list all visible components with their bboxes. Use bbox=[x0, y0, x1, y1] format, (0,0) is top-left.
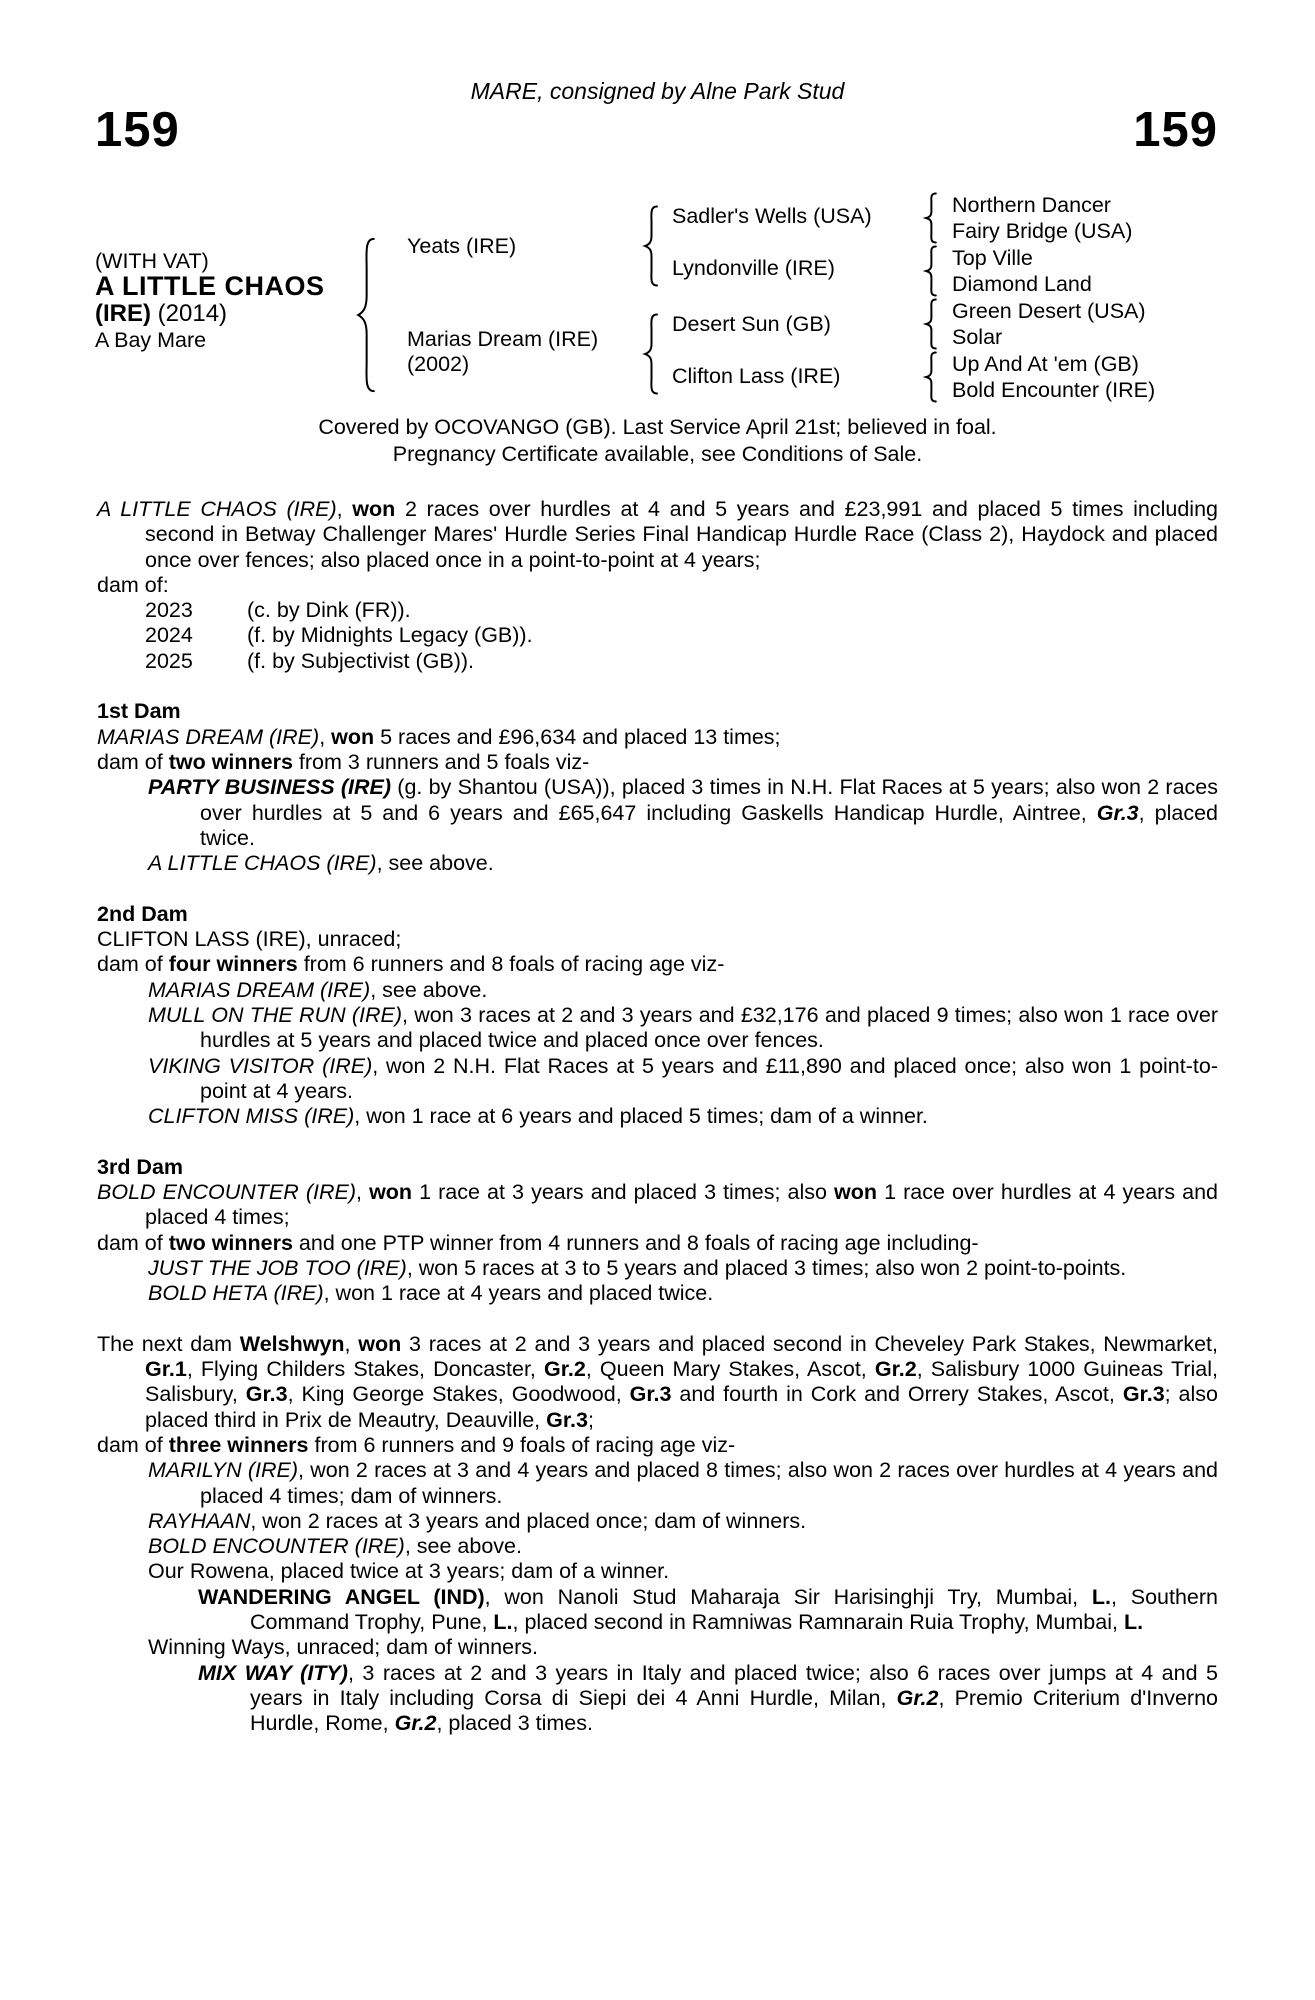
text-run: 2 races over hurdles at 4 and 5 years and £23,991 and placed 5 times including second in Betway Challenger Mares' Hurdle Series Final Handicap Hurdle Race (Class 2), Haydock and placed once over fences; also placed once in a point-to-point at 4 years; bbox=[145, 497, 1218, 572]
text-run: Gr.2 bbox=[874, 1357, 917, 1382]
produce-year: 2025 bbox=[145, 648, 193, 673]
text-run: , won 1 race at 4 years and placed twice. bbox=[323, 1281, 714, 1306]
text-run: 5 races and £96,634 and placed 13 times; bbox=[374, 724, 781, 749]
text-run: (g. by Shantou (USA)), placed 3 times in N.H. Flat Races at 5 years; also won 2 races over hurdles at 5 and 6 years and £65,647 including Gaskells Handicap Hurdle, Aintree, bbox=[200, 775, 1219, 825]
text-run: L. bbox=[1091, 1584, 1112, 1609]
text-run: dam of bbox=[97, 1230, 169, 1255]
text-run: won bbox=[352, 497, 396, 521]
pedigree-brace-gen3-4 bbox=[923, 351, 939, 403]
pedigree-text-paragraph bbox=[97, 1256, 1218, 1281]
text-run: from 6 runners and 9 foals of racing age viz- bbox=[308, 1432, 736, 1457]
text-run: four winners bbox=[168, 952, 298, 977]
pedigree-text-paragraph bbox=[97, 775, 1218, 851]
dam-section-heading bbox=[97, 1155, 1218, 1180]
pedigree-gen3-name: Green Desert (USA) bbox=[952, 299, 1146, 323]
text-run: Gr.1 bbox=[145, 1357, 187, 1382]
text-run: ; bbox=[587, 1407, 594, 1432]
text-run: Gr.3 bbox=[546, 1407, 588, 1432]
text-run: , bbox=[344, 1331, 359, 1356]
text-run: Gr.3 bbox=[1096, 800, 1139, 825]
pedigree-text-paragraph bbox=[97, 1180, 1218, 1231]
text-run: won bbox=[834, 1180, 878, 1205]
pedigree-text-paragraph bbox=[97, 1559, 1218, 1584]
text-run: from 3 runners and 5 foals viz- bbox=[292, 749, 590, 774]
text-run: dam of bbox=[97, 952, 169, 977]
pedigree-gen3-name: Up And At 'em (GB) bbox=[952, 352, 1139, 376]
text-run: Gr.3 bbox=[245, 1382, 288, 1407]
text-run: , see above. bbox=[376, 851, 494, 876]
text-run: MARIAS DREAM (IRE) bbox=[97, 724, 320, 749]
text-run: MARILYN (IRE) bbox=[148, 1458, 298, 1483]
text-run: from 6 runners and 8 foals of racing age viz- bbox=[297, 952, 725, 977]
pedigree-brace-gen3-3 bbox=[923, 298, 939, 350]
spacer bbox=[97, 674, 1218, 699]
pedigree-gen3-name: Fairy Bridge (USA) bbox=[952, 219, 1133, 243]
text-run: CLIFTON MISS (IRE) bbox=[148, 1104, 355, 1129]
text-run: Gr.3 bbox=[629, 1382, 672, 1407]
pedigree-text-paragraph bbox=[97, 1458, 1218, 1509]
text-run: won bbox=[369, 1180, 413, 1205]
text-run: A LITTLE CHAOS (IRE) bbox=[97, 497, 337, 521]
pedigree-dam-name: Marias Dream (IRE) bbox=[407, 327, 599, 351]
text-run: WANDERING ANGEL (IND) bbox=[198, 1584, 485, 1609]
text-run: , won Nanoli Stud Maharaja Sir Harisinghji Try, Mumbai, bbox=[484, 1584, 1092, 1609]
text-run: two winners bbox=[168, 749, 293, 774]
produce-record-row bbox=[97, 598, 1218, 623]
pedigree-gen3-name: Diamond Land bbox=[952, 272, 1092, 296]
text-run: , King George Stakes, Goodwood, bbox=[287, 1382, 630, 1407]
lot-number-right: 159 bbox=[1133, 103, 1218, 157]
pedigree-text-paragraph bbox=[97, 952, 1218, 977]
pedigree-text-paragraph bbox=[97, 1003, 1218, 1054]
pedigree-text-paragraph bbox=[97, 497, 1218, 573]
pedigree-text-paragraph bbox=[97, 978, 1218, 1003]
body-content bbox=[97, 497, 1218, 1737]
pedigree-text-paragraph bbox=[97, 1054, 1218, 1105]
text-run: , 3 races at 2 and 3 years in Italy and placed twice; also 6 races over jumps at 4 and 5 years in Italy including Corsa di Siepi dei 4 Anni Hurdle, Milan, bbox=[250, 1660, 1218, 1710]
produce-record-row bbox=[97, 649, 1218, 674]
produce-text: (f. by Midnights Legacy (GB)). bbox=[247, 623, 533, 648]
text-run: dam of bbox=[97, 749, 169, 774]
text-run: A LITTLE CHAOS (IRE) bbox=[148, 851, 377, 876]
text-run: won bbox=[358, 1331, 402, 1356]
text-run: Welshwyn bbox=[239, 1331, 345, 1356]
text-run: , bbox=[319, 724, 332, 749]
text-run: The next dam bbox=[97, 1331, 240, 1356]
covering-line-1: Covered by OCOVANGO (GB). Last Service April 21st; believed in foal. bbox=[318, 415, 997, 439]
subject-suffix-year bbox=[95, 300, 227, 328]
text-run: VIKING VISITOR (IRE) bbox=[148, 1053, 373, 1078]
pedigree-gen2-name: Lyndonville (IRE) bbox=[672, 256, 835, 280]
text-run: , bbox=[336, 497, 353, 521]
spacer bbox=[97, 1307, 1218, 1332]
pedigree-text-paragraph bbox=[97, 725, 1218, 750]
text-run: 3 races at 2 and 3 years and placed second in Cheveley Park Stakes, Newmarket, bbox=[401, 1331, 1218, 1356]
text-run: , Queen Mary Stakes, Ascot, bbox=[585, 1357, 875, 1382]
pedigree-text-paragraph bbox=[97, 1635, 1218, 1660]
consignment-header: MARE, consigned by Alne Park Stud bbox=[470, 78, 845, 104]
pedigree-text-paragraph bbox=[97, 851, 1218, 876]
text-run: and fourth in Cork and Orrery Stakes, Ascot, bbox=[671, 1382, 1123, 1407]
spacer bbox=[97, 1129, 1218, 1154]
pedigree-gen3-name: Northern Dancer bbox=[952, 193, 1111, 217]
pedigree-brace-main bbox=[353, 234, 379, 396]
text-run: , bbox=[356, 1180, 370, 1205]
pedigree-gen2-name: Desert Sun (GB) bbox=[672, 312, 831, 336]
covering-line-2: Pregnancy Certificate available, see Conditions of Sale. bbox=[392, 442, 923, 466]
text-run: L. bbox=[1123, 1610, 1144, 1635]
text-run: Winning Ways, unraced; dam of winners. bbox=[148, 1635, 538, 1660]
pedigree-text-paragraph bbox=[97, 1585, 1218, 1636]
subject-name: A LITTLE CHAOS bbox=[95, 271, 325, 301]
pedigree-text-paragraph bbox=[97, 573, 1218, 598]
pedigree-text-paragraph bbox=[97, 1661, 1218, 1737]
text-run: Gr.2 bbox=[896, 1685, 939, 1710]
text-run: , Southern Command Trophy, Pune, bbox=[250, 1584, 1218, 1635]
text-run: , placed twice. bbox=[200, 800, 1218, 850]
spacer bbox=[97, 876, 1218, 901]
pedigree-text-paragraph bbox=[97, 1332, 1218, 1433]
dam-section-heading bbox=[97, 699, 1218, 724]
pedigree-gen3-name: Solar bbox=[952, 325, 1003, 349]
text-run: , Premio Criterium d'Inverno Hurdle, Rome, bbox=[250, 1685, 1218, 1736]
produce-text: (f. by Subjectivist (GB)). bbox=[247, 648, 474, 673]
text-run: Gr.3 bbox=[1122, 1382, 1165, 1407]
pedigree-text-paragraph bbox=[97, 1231, 1218, 1256]
pedigree-sire-name: Yeats (IRE) bbox=[407, 234, 517, 258]
produce-year: 2023 bbox=[145, 598, 193, 623]
text-run: JUST THE JOB TOO (IRE) bbox=[148, 1255, 407, 1280]
covering-statement bbox=[0, 414, 1315, 468]
text-run: BOLD HETA (IRE) bbox=[148, 1281, 324, 1306]
text-run: , placed second in Ramniwas Ramnarain Ruia Trophy, Mumbai, bbox=[512, 1610, 1124, 1635]
text-run: , Salisbury 1000 Guineas Trial, Salisbury, bbox=[145, 1357, 1218, 1407]
pedigree-text-paragraph bbox=[97, 1281, 1218, 1306]
pedigree-text-paragraph bbox=[97, 1534, 1218, 1559]
text-run: 2nd Dam bbox=[97, 901, 188, 926]
text-run: , won 2 races at 3 years and placed once; dam of winners. bbox=[250, 1508, 807, 1533]
text-run: , see above. bbox=[404, 1534, 522, 1559]
text-run: won bbox=[331, 724, 375, 749]
text-run: RAYHAAN bbox=[148, 1508, 251, 1533]
text-run: MULL ON THE RUN (IRE) bbox=[148, 1002, 403, 1027]
pedigree-gen3-name: Top Ville bbox=[952, 246, 1033, 270]
pedigree-brace-sire bbox=[641, 204, 661, 288]
pedigree-text-paragraph bbox=[97, 750, 1218, 775]
text-run: dam of bbox=[97, 1432, 169, 1457]
produce-text: (c. by Dink (FR)). bbox=[247, 598, 411, 623]
text-run: , won 2 N.H. Flat Races at 5 years and £11,890 and placed once; also won 1 point-to-point at 4 years. bbox=[200, 1053, 1218, 1103]
produce-record-row bbox=[97, 623, 1218, 648]
text-run: 1 race over hurdles at 4 years and placed 4 times; bbox=[145, 1180, 1219, 1230]
pedigree-brace-dam bbox=[641, 312, 661, 396]
text-run: dam of: bbox=[97, 572, 169, 597]
pedigree-text-paragraph bbox=[97, 927, 1218, 952]
text-run: , Flying Childers Stakes, Doncaster, bbox=[186, 1357, 544, 1382]
pedigree-text-paragraph bbox=[97, 1509, 1218, 1534]
pedigree-gen2-name: Clifton Lass (IRE) bbox=[672, 364, 841, 388]
text-run: , won 5 races at 3 to 5 years and placed 3 times; also won 2 point-to-points. bbox=[406, 1255, 1127, 1280]
vat-note: (WITH VAT) bbox=[95, 249, 209, 273]
pedigree-text-paragraph bbox=[97, 1104, 1218, 1129]
text-run: L. bbox=[493, 1610, 513, 1635]
text-run: , won 2 races at 3 and 4 years and placed 8 times; also won 2 races over hurdles at 4 years and placed 4 times; dam of winners. bbox=[200, 1458, 1219, 1508]
subject-color-sex: A Bay Mare bbox=[95, 328, 207, 352]
text-run: , see above. bbox=[370, 977, 488, 1002]
subject-suffix: (IRE) bbox=[95, 300, 151, 327]
subject-foaled: (2014) bbox=[151, 300, 228, 327]
text-run: Gr.2 bbox=[543, 1357, 586, 1382]
pedigree-brace-gen3-1 bbox=[923, 192, 939, 244]
text-run: , won 1 race at 6 years and placed 5 times; dam of a winner. bbox=[354, 1104, 928, 1129]
text-run: Gr.2 bbox=[394, 1711, 437, 1736]
text-run: PARTY BUSINESS (IRE) bbox=[148, 775, 392, 800]
text-run: and one PTP winner from 4 runners and 8 foals of racing age including- bbox=[292, 1230, 979, 1255]
text-run: 1 race at 3 years and placed 3 times; also bbox=[412, 1180, 835, 1205]
produce-year: 2024 bbox=[145, 623, 193, 648]
text-run: BOLD ENCOUNTER (IRE) bbox=[148, 1534, 405, 1559]
text-run: MIX WAY (ITY) bbox=[198, 1660, 348, 1685]
pedigree-gen3-name: Bold Encounter (IRE) bbox=[952, 378, 1156, 402]
pedigree-gen2-name: Sadler's Wells (USA) bbox=[672, 204, 872, 228]
text-run: , won 3 races at 2 and 3 years and £32,176 and placed 9 times; also won 1 race over hurdles at 5 years and placed twice and placed once over fences. bbox=[200, 1002, 1218, 1053]
text-run: CLIFTON LASS (IRE), unraced; bbox=[97, 927, 402, 952]
pedigree-text-paragraph bbox=[97, 1433, 1218, 1458]
dam-section-heading bbox=[97, 902, 1218, 927]
text-run: MARIAS DREAM (IRE) bbox=[148, 977, 371, 1002]
text-run: two winners bbox=[168, 1230, 293, 1255]
text-run: three winners bbox=[168, 1432, 309, 1457]
text-run: 3rd Dam bbox=[97, 1154, 184, 1179]
text-run: ; also placed third in Prix de Meautry, Deauville, bbox=[145, 1382, 1218, 1432]
text-run: BOLD ENCOUNTER (IRE) bbox=[97, 1180, 357, 1205]
text-run: , placed 3 times. bbox=[436, 1711, 593, 1736]
pedigree-brace-gen3-2 bbox=[923, 245, 939, 297]
pedigree-dam-year: (2002) bbox=[407, 352, 470, 376]
lot-number-left: 159 bbox=[95, 103, 180, 157]
text-run: Our Rowena, placed twice at 3 years; dam of a winner. bbox=[148, 1559, 670, 1584]
text-run: 1st Dam bbox=[97, 699, 181, 724]
